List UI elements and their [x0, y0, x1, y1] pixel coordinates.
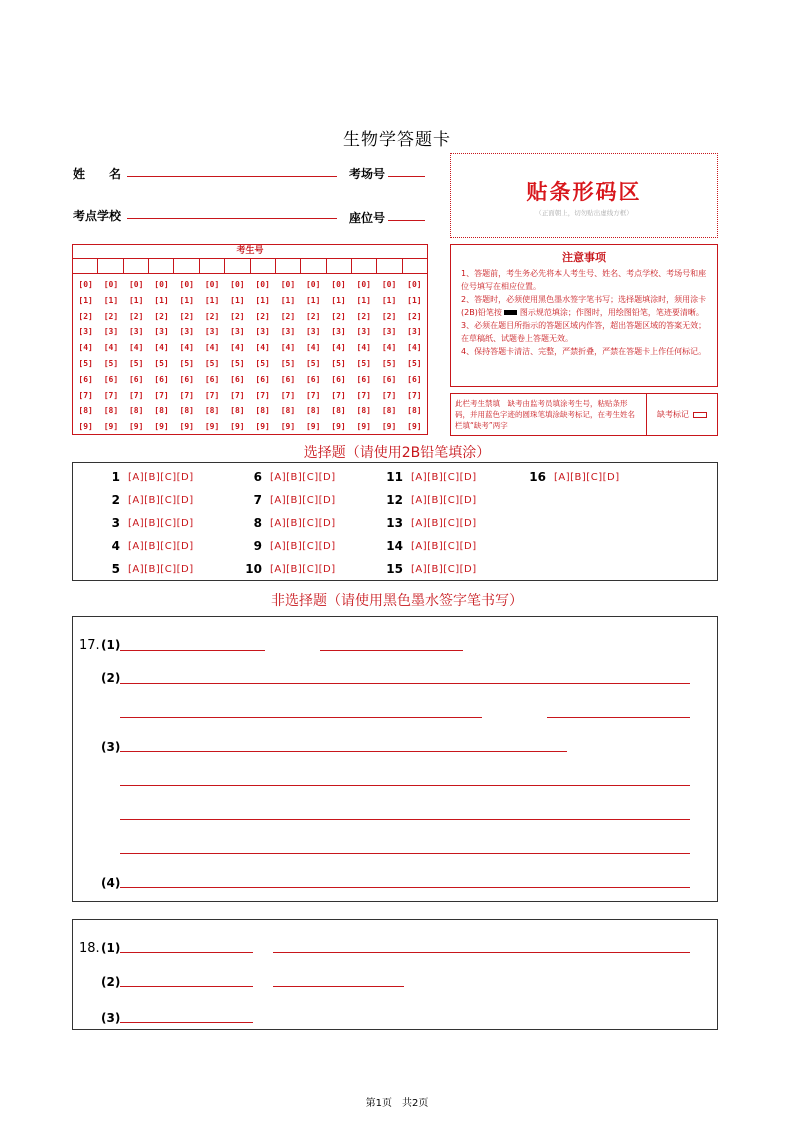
answer-options[interactable]: [A][B][C][D]: [128, 540, 194, 552]
q17-p2-line-a[interactable]: [120, 683, 690, 684]
name-label: 姓 名: [73, 167, 122, 181]
digit-bubble[interactable]: [1]: [255, 295, 270, 305]
q18-p1-label: (1): [101, 941, 121, 955]
digit-bubble[interactable]: [2]: [381, 311, 397, 321]
digit-bubble[interactable]: [2]: [407, 311, 422, 321]
q17-p3-line-a[interactable]: [120, 751, 567, 752]
digit-bubble[interactable]: [4]: [280, 343, 296, 353]
choice-question: [238, 493, 336, 507]
digit-bubble[interactable]: [4]: [78, 343, 93, 353]
digit-bubble[interactable]: [6]: [103, 374, 119, 384]
question-number: 5: [111, 562, 120, 576]
digit-bubble[interactable]: [5]: [381, 358, 397, 368]
digit-bubble[interactable]: [3]: [280, 327, 296, 337]
q17-p3-line-d[interactable]: [120, 853, 690, 854]
q17-p4-line[interactable]: [120, 887, 690, 888]
digit-bubble[interactable]: [5]: [230, 358, 245, 368]
digit-bubble[interactable]: [4]: [356, 343, 371, 353]
digit-bubble[interactable]: [6]: [204, 374, 220, 384]
exam-number-cell[interactable]: [276, 259, 301, 273]
digit-bubble[interactable]: [8]: [331, 406, 346, 416]
digit-bubble[interactable]: [4]: [179, 343, 194, 353]
digit-bubble[interactable]: [9]: [154, 422, 169, 432]
digit-bubble[interactable]: [2]: [230, 311, 245, 321]
digit-bubble[interactable]: [0]: [255, 280, 270, 289]
digit-bubble[interactable]: [4]: [381, 343, 397, 353]
question-number: 3: [111, 516, 120, 530]
digit-bubble[interactable]: [6]: [154, 374, 169, 384]
choice-question: [96, 493, 194, 507]
digit-bubble[interactable]: [1]: [280, 295, 296, 305]
digit-bubble[interactable]: [0]: [356, 280, 371, 289]
digit-bubble[interactable]: [7]: [255, 390, 270, 400]
absent-box: [450, 393, 718, 436]
digit-bubble[interactable]: [2]: [280, 311, 296, 321]
digit-bubble[interactable]: [1]: [78, 295, 93, 305]
q17-p3-line-c[interactable]: [120, 819, 690, 820]
digit-bubble[interactable]: [7]: [305, 390, 321, 400]
q18-p1-line-b[interactable]: [273, 952, 690, 953]
choice-question: [238, 470, 336, 484]
room-label: 考场号: [349, 167, 386, 181]
digit-bubble[interactable]: [7]: [331, 390, 346, 400]
digit-bubble[interactable]: [1]: [356, 295, 371, 305]
question-number: 6: [253, 470, 262, 484]
school-field[interactable]: [127, 218, 337, 219]
digit-bubble[interactable]: [2]: [128, 311, 144, 321]
digit-bubble[interactable]: [3]: [381, 327, 397, 337]
question-number: 14: [386, 539, 403, 553]
digit-bubble[interactable]: [0]: [204, 280, 220, 289]
exam-number-cell[interactable]: [403, 259, 427, 273]
question-number: 12: [386, 493, 403, 507]
digit-bubble[interactable]: [0]: [381, 280, 397, 289]
digit-bubble[interactable]: [7]: [154, 390, 169, 400]
digit-bubble[interactable]: [3]: [331, 327, 346, 337]
digit-bubble[interactable]: [0]: [407, 280, 422, 289]
digit-bubble[interactable]: [1]: [103, 295, 119, 305]
q17-p2-line-b[interactable]: [120, 717, 482, 718]
digit-bubble[interactable]: [6]: [78, 374, 93, 384]
absent-mark-label: 缺考标记: [657, 410, 689, 419]
digit-bubble[interactable]: [5]: [78, 358, 93, 368]
answer-options[interactable]: [A][B][C][D]: [270, 540, 336, 552]
choice-question: [379, 516, 477, 530]
digit-bubble[interactable]: [3]: [154, 327, 169, 337]
seat-field[interactable]: [388, 220, 425, 221]
digit-bubble[interactable]: [7]: [179, 390, 194, 400]
digit-bubble[interactable]: [9]: [78, 422, 93, 432]
choice-question: [96, 562, 194, 576]
digit-bubble[interactable]: [3]: [255, 327, 270, 337]
digit-bubble[interactable]: [8]: [78, 406, 93, 416]
digit-bubble[interactable]: [8]: [305, 406, 321, 416]
digit-bubble[interactable]: [5]: [128, 358, 144, 368]
digit-bubble[interactable]: [2]: [179, 311, 194, 321]
digit-bubble[interactable]: [4]: [128, 343, 144, 353]
question-number: 4: [111, 539, 120, 553]
school-label: 考点学校: [73, 209, 122, 223]
digit-bubble[interactable]: [0]: [280, 280, 296, 289]
digit-bubble[interactable]: [6]: [179, 374, 194, 384]
digit-bubble[interactable]: [7]: [280, 390, 296, 400]
seat-label: 座位号: [349, 211, 386, 225]
digit-bubble[interactable]: [2]: [331, 311, 346, 321]
answer-options[interactable]: [A][B][C][D]: [128, 494, 194, 506]
digit-bubble[interactable]: [5]: [305, 358, 321, 368]
q17-p1-line-b[interactable]: [320, 650, 463, 651]
digit-bubble[interactable]: [7]: [407, 390, 422, 400]
answer-options[interactable]: [A][B][C][D]: [411, 494, 477, 506]
digit-bubble[interactable]: [3]: [179, 327, 194, 337]
digit-bubble[interactable]: [4]: [154, 343, 169, 353]
q17-p1-line-a[interactable]: [120, 650, 265, 651]
answer-options[interactable]: [A][B][C][D]: [128, 563, 194, 575]
digit-bubble[interactable]: [9]: [230, 422, 245, 432]
exam-number-grid: [72, 244, 428, 435]
digit-bubble[interactable]: [4]: [305, 343, 321, 353]
digit-bubble[interactable]: [1]: [128, 295, 144, 305]
digit-bubble[interactable]: [0]: [179, 280, 194, 289]
digit-bubble[interactable]: [2]: [255, 311, 270, 321]
question-number: 16: [529, 470, 546, 484]
digit-bubble[interactable]: [9]: [204, 422, 220, 432]
digit-bubble[interactable]: [3]: [128, 327, 144, 337]
answer-options[interactable]: [A][B][C][D]: [270, 517, 336, 529]
digit-bubble[interactable]: [6]: [305, 374, 321, 384]
digit-bubble[interactable]: [6]: [255, 374, 270, 384]
barcode-title: 贴条形码区: [526, 180, 642, 204]
notice-item-1: 1、答题前，考生务必先将本人考生号、姓名、考点学校、考场号和座位号填写在相应位置。: [461, 269, 707, 291]
choice-question: [522, 470, 620, 484]
digit-bubble[interactable]: [2]: [356, 311, 371, 321]
digit-bubble[interactable]: [0]: [103, 280, 119, 289]
digit-bubble[interactable]: [7]: [230, 390, 245, 400]
q18-p1-line-a[interactable]: [120, 952, 253, 953]
digit-bubble[interactable]: [4]: [103, 343, 119, 353]
notice-box: [450, 244, 718, 387]
digit-bubble[interactable]: [7]: [128, 390, 144, 400]
digit-bubble[interactable]: [9]: [331, 422, 346, 432]
digit-bubble[interactable]: [5]: [204, 358, 220, 368]
digit-bubble[interactable]: [4]: [230, 343, 245, 353]
digit-bubble[interactable]: [3]: [103, 327, 119, 337]
answer-options[interactable]: [A][B][C][D]: [411, 563, 477, 575]
digit-bubble[interactable]: [1]: [230, 295, 245, 305]
fill-sample-icon: [504, 310, 517, 315]
digit-bubble[interactable]: [7]: [204, 390, 220, 400]
digit-bubble[interactable]: [8]: [407, 406, 422, 416]
answer-options[interactable]: [A][B][C][D]: [411, 540, 477, 552]
choice-question: [379, 562, 477, 576]
digit-bubble[interactable]: [9]: [381, 422, 397, 432]
digit-bubble[interactable]: [7]: [356, 390, 371, 400]
exam-number-cell[interactable]: [251, 259, 276, 273]
exam-number-cell[interactable]: [301, 259, 326, 273]
digit-bubble[interactable]: [2]: [305, 311, 321, 321]
digit-bubble[interactable]: [2]: [78, 311, 93, 321]
question-number: 10: [245, 562, 262, 576]
digit-bubble[interactable]: [5]: [103, 358, 119, 368]
notice-item-3: 3、必须在题目所指示的答题区域内作答，超出答题区域的答案无效；在草稿纸、试题卷上答题无效。: [461, 321, 707, 343]
choice-question: [379, 470, 477, 484]
q17-box: [72, 616, 718, 902]
choice-question: [379, 539, 477, 553]
exam-number-cell[interactable]: [174, 259, 199, 273]
q17-p4-label: (4): [101, 876, 121, 890]
digit-bubble[interactable]: [3]: [407, 327, 422, 337]
digit-bubble[interactable]: [8]: [280, 406, 296, 416]
digit-bubble[interactable]: [5]: [255, 358, 270, 368]
digit-bubble[interactable]: [8]: [356, 406, 371, 416]
digit-bubble[interactable]: [4]: [255, 343, 270, 353]
digit-bubble[interactable]: [9]: [255, 422, 270, 432]
digit-bubble[interactable]: [5]: [356, 358, 371, 368]
digit-bubble[interactable]: [5]: [154, 358, 169, 368]
q17-p2-label: (2): [101, 671, 121, 685]
q17-p2-line-c[interactable]: [547, 717, 690, 718]
answer-options[interactable]: [A][B][C][D]: [128, 517, 194, 529]
digit-bubble[interactable]: [5]: [407, 358, 422, 368]
nonchoice-title: 非选择题（请使用黑色墨水签字笔书写）: [271, 593, 523, 609]
barcode-note: （正面朝上，切勿贴出虚线方框）: [535, 209, 633, 217]
digit-bubble[interactable]: [9]: [356, 422, 371, 432]
answer-options[interactable]: [A][B][C][D]: [128, 471, 194, 483]
q18-p2-line-b[interactable]: [273, 986, 404, 987]
digit-bubble[interactable]: [3]: [305, 327, 321, 337]
digit-bubble[interactable]: [1]: [407, 295, 422, 305]
digit-bubble[interactable]: [6]: [381, 374, 397, 384]
digit-bubble[interactable]: [1]: [331, 295, 346, 305]
exam-number-cell[interactable]: [98, 259, 123, 273]
q18-p2-line-a[interactable]: [120, 986, 253, 987]
q18-box: [72, 919, 718, 1030]
exam-number-cell[interactable]: [377, 259, 402, 273]
digit-bubble[interactable]: [1]: [204, 295, 220, 305]
choice-title: 选择题（请使用2B铅笔填涂）: [303, 445, 491, 461]
digit-bubble[interactable]: [5]: [179, 358, 194, 368]
question-number: 7: [253, 493, 262, 507]
exam-number-cells[interactable]: [73, 259, 427, 274]
question-number: 1: [111, 470, 120, 484]
digit-bubble[interactable]: [8]: [255, 406, 270, 416]
exam-number-cell[interactable]: [124, 259, 149, 273]
digit-bubble[interactable]: [3]: [230, 327, 245, 337]
digit-bubble[interactable]: [7]: [381, 390, 397, 400]
digit-bubble[interactable]: [0]: [230, 280, 245, 289]
answer-options[interactable]: [A][B][C][D]: [270, 494, 336, 506]
choice-question: [96, 539, 194, 553]
question-number: 11: [386, 470, 403, 484]
absent-mark-box[interactable]: [693, 412, 707, 418]
page-title: 生物学答题卡: [343, 130, 451, 150]
digit-bubble[interactable]: [0]: [128, 280, 144, 289]
digit-bubble[interactable]: [6]: [230, 374, 245, 384]
question-number: 13: [386, 516, 403, 530]
absent-text: 此栏考生禁填 缺考由监考员填涂考生号，粘贴条形码，并用蓝色字迹的圆珠笔填涂缺考标记，在考生姓名栏填“缺考”两字: [451, 394, 647, 435]
digit-bubble[interactable]: [0]: [78, 280, 93, 289]
question-number: 2: [111, 493, 120, 507]
digit-bubble[interactable]: [9]: [103, 422, 119, 432]
digit-bubble[interactable]: [2]: [103, 311, 119, 321]
answer-options[interactable]: [A][B][C][D]: [411, 517, 477, 529]
digit-bubble[interactable]: [5]: [331, 358, 346, 368]
answer-options[interactable]: [A][B][C][D]: [411, 471, 477, 483]
exam-number-cell[interactable]: [327, 259, 352, 273]
q17-p3-line-b[interactable]: [120, 785, 690, 786]
exam-number-header: 考生号: [73, 245, 427, 259]
digit-bubble[interactable]: [4]: [204, 343, 220, 353]
question-number: 15: [386, 562, 403, 576]
digit-bubble[interactable]: [8]: [103, 406, 119, 416]
digit-bubble[interactable]: [6]: [128, 374, 144, 384]
choice-question: [238, 516, 336, 530]
digit-bubble[interactable]: [6]: [407, 374, 422, 384]
digit-bubble[interactable]: [6]: [356, 374, 371, 384]
digit-bubble[interactable]: [5]: [280, 358, 296, 368]
digit-bubble[interactable]: [0]: [331, 280, 346, 289]
digit-bubble[interactable]: [8]: [381, 406, 397, 416]
name-field[interactable]: [127, 176, 337, 177]
digit-bubble[interactable]: [6]: [331, 374, 346, 384]
digit-bubble[interactable]: [8]: [204, 406, 220, 416]
exam-number-cell[interactable]: [149, 259, 174, 273]
digit-bubble[interactable]: [1]: [305, 295, 321, 305]
choice-question: [96, 516, 194, 530]
answer-options[interactable]: [A][B][C][D]: [270, 563, 336, 575]
q18-p2-label: (2): [101, 975, 121, 989]
digit-bubble[interactable]: [1]: [154, 295, 169, 305]
q18-p3-label: (3): [101, 1011, 121, 1025]
q17-p1-label: (1): [101, 638, 121, 652]
exam-number-cell[interactable]: [352, 259, 377, 273]
digit-bubble[interactable]: [1]: [179, 295, 194, 305]
notice-item-2: 2、答题时，必须使用黑色墨水签字笔书写；选择题填涂时，须用涂卡(2B)铅笔按 图示规范填涂；作图时，用绘图铅笔，笔迹要清晰。: [461, 295, 707, 317]
digit-bubble[interactable]: [4]: [407, 343, 422, 353]
digit-bubble[interactable]: [3]: [356, 327, 371, 337]
answer-options[interactable]: [A][B][C][D]: [270, 471, 336, 483]
choice-question: [96, 470, 194, 484]
room-field[interactable]: [388, 176, 425, 177]
choice-question: [238, 562, 336, 576]
digit-bubble[interactable]: [0]: [305, 280, 321, 289]
barcode-area: [450, 153, 718, 238]
answer-options[interactable]: [A][B][C][D]: [554, 471, 620, 483]
digit-bubble[interactable]: [7]: [103, 390, 119, 400]
q17-number: 17.: [79, 638, 100, 653]
exam-number-cell[interactable]: [200, 259, 225, 273]
digit-bubble[interactable]: [3]: [78, 327, 93, 337]
question-number: 8: [253, 516, 262, 530]
digit-bubble[interactable]: [9]: [280, 422, 296, 432]
digit-bubble[interactable]: [1]: [381, 295, 397, 305]
notice-item-4: 4、保持答题卡清洁、完整，严禁折叠，严禁在答题卡上作任何标记。: [461, 347, 707, 356]
notice-title: 注意事项: [562, 251, 606, 264]
exam-number-cell[interactable]: [73, 259, 98, 273]
digit-bubble[interactable]: [8]: [154, 406, 169, 416]
digit-bubble[interactable]: [2]: [154, 311, 169, 321]
q18-number: 18.: [79, 941, 100, 956]
digit-bubble[interactable]: [8]: [179, 406, 194, 416]
q18-p3-line[interactable]: [120, 1022, 253, 1023]
digit-bubble[interactable]: [9]: [179, 422, 194, 432]
digit-bubble[interactable]: [0]: [154, 280, 169, 289]
page-footer: 第1页 共2页: [365, 1098, 429, 1109]
digit-bubble[interactable]: [2]: [204, 311, 220, 321]
choice-question: [238, 539, 336, 553]
digit-bubble[interactable]: [9]: [305, 422, 321, 432]
choice-question: [379, 493, 477, 507]
digit-bubble[interactable]: [9]: [128, 422, 144, 432]
digit-bubble[interactable]: [8]: [230, 406, 245, 416]
digit-bubble[interactable]: [9]: [407, 422, 422, 432]
question-number: 9: [253, 539, 262, 553]
digit-bubble[interactable]: [4]: [331, 343, 346, 353]
q17-p3-label: (3): [101, 740, 121, 754]
exam-number-bubbles[interactable]: [73, 274, 427, 435]
digit-bubble[interactable]: [3]: [204, 327, 220, 337]
digit-bubble[interactable]: [7]: [78, 390, 93, 400]
exam-number-cell[interactable]: [225, 259, 250, 273]
digit-bubble[interactable]: [8]: [128, 406, 144, 416]
digit-bubble[interactable]: [6]: [280, 374, 296, 384]
